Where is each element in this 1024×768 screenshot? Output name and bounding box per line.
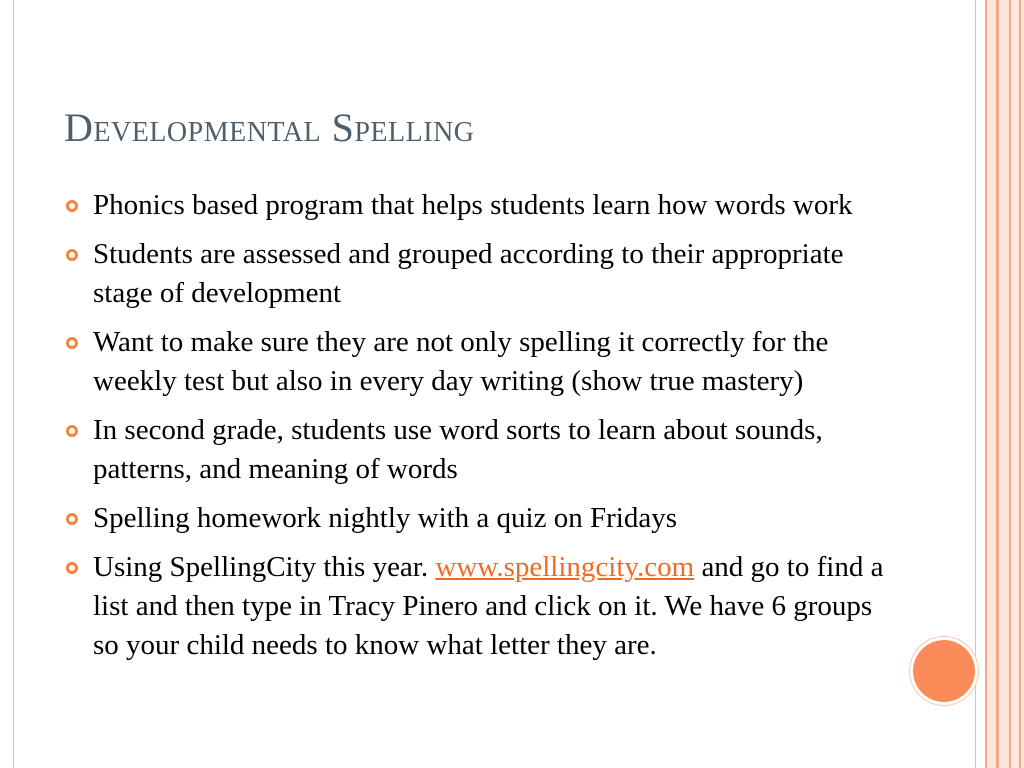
bullet-text: Spelling homework nightly with a quiz on Fridays <box>93 502 677 534</box>
band-stripe-2 <box>996 0 999 768</box>
band-stripe-1 <box>985 0 987 768</box>
bullet-item <box>64 323 884 401</box>
bullet-item <box>64 499 884 538</box>
bullet-ring-icon <box>66 337 78 349</box>
inner-right-border-line <box>975 0 976 768</box>
bullet-text: Students are assessed and grouped according to their appropriate stage of development <box>93 238 844 309</box>
band-stripe-3 <box>1009 0 1011 768</box>
band-stripe-4 <box>1019 0 1021 768</box>
decorative-circle <box>913 640 975 702</box>
bullet-ring-icon <box>66 513 78 525</box>
bullet-text-after-link: and go to find a list and then type in Tracy Pinero and click on it. We have 6 groups so your child needs to know what letter they are. <box>93 551 884 661</box>
bullet-ring-icon <box>66 425 78 437</box>
bullet-ring-icon <box>66 562 78 574</box>
bullet-text: Phonics based program that helps students learn how words work <box>93 189 853 221</box>
bullet-text: In second grade, students use word sorts to learn about sounds, patterns, and meaning of words <box>93 414 823 485</box>
left-border-line <box>13 0 14 768</box>
bullet-item <box>64 411 884 489</box>
bullet-item <box>64 186 884 225</box>
bullet-text: Want to make sure they are not only spelling it correctly for the weekly test but also in every day writing (show true mastery) <box>93 326 829 397</box>
bullet-item <box>64 235 884 313</box>
bullet-text-before-link: Using SpellingCity this year. <box>93 551 429 583</box>
bullet-ring-icon <box>66 249 78 261</box>
slide-title: Developmental Spelling <box>64 105 475 150</box>
spellingcity-link[interactable]: www.spellingcity.com <box>435 551 695 583</box>
bullet-ring-icon <box>66 200 78 212</box>
bullet-item <box>64 548 884 665</box>
bullet-list <box>64 186 884 675</box>
